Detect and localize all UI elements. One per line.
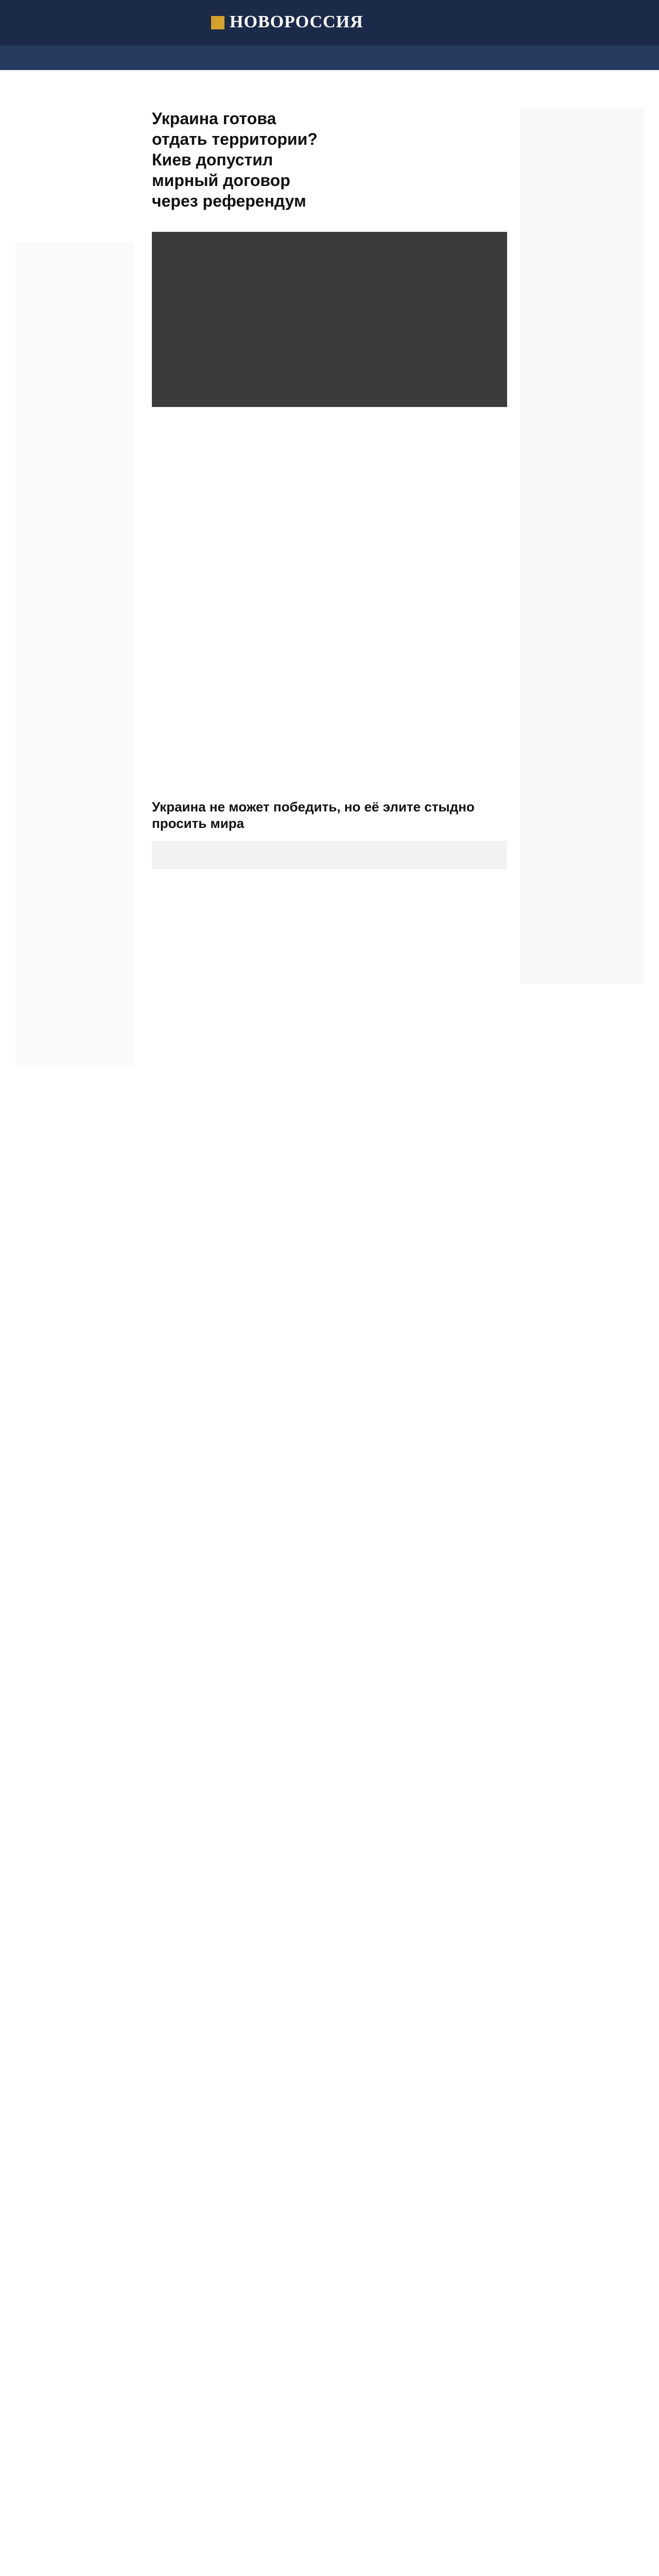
site-header xyxy=(0,0,659,45)
article-title: Украина готова отдать территории? Киев допустил мирный договор через референдум xyxy=(152,109,318,210)
left-news-column xyxy=(15,242,134,1066)
section-heading: Украина не может победить, но её элите стыдно просить мира xyxy=(152,799,475,831)
site-logo[interactable] xyxy=(211,12,363,32)
right-sidebar xyxy=(520,108,644,984)
article-hero-image xyxy=(152,232,507,407)
article-text-block xyxy=(152,841,507,870)
main-navigation xyxy=(0,45,659,70)
article xyxy=(152,108,507,870)
logo-emblem xyxy=(211,16,224,29)
logo-text: НОВОРОССИЯ xyxy=(230,12,363,31)
